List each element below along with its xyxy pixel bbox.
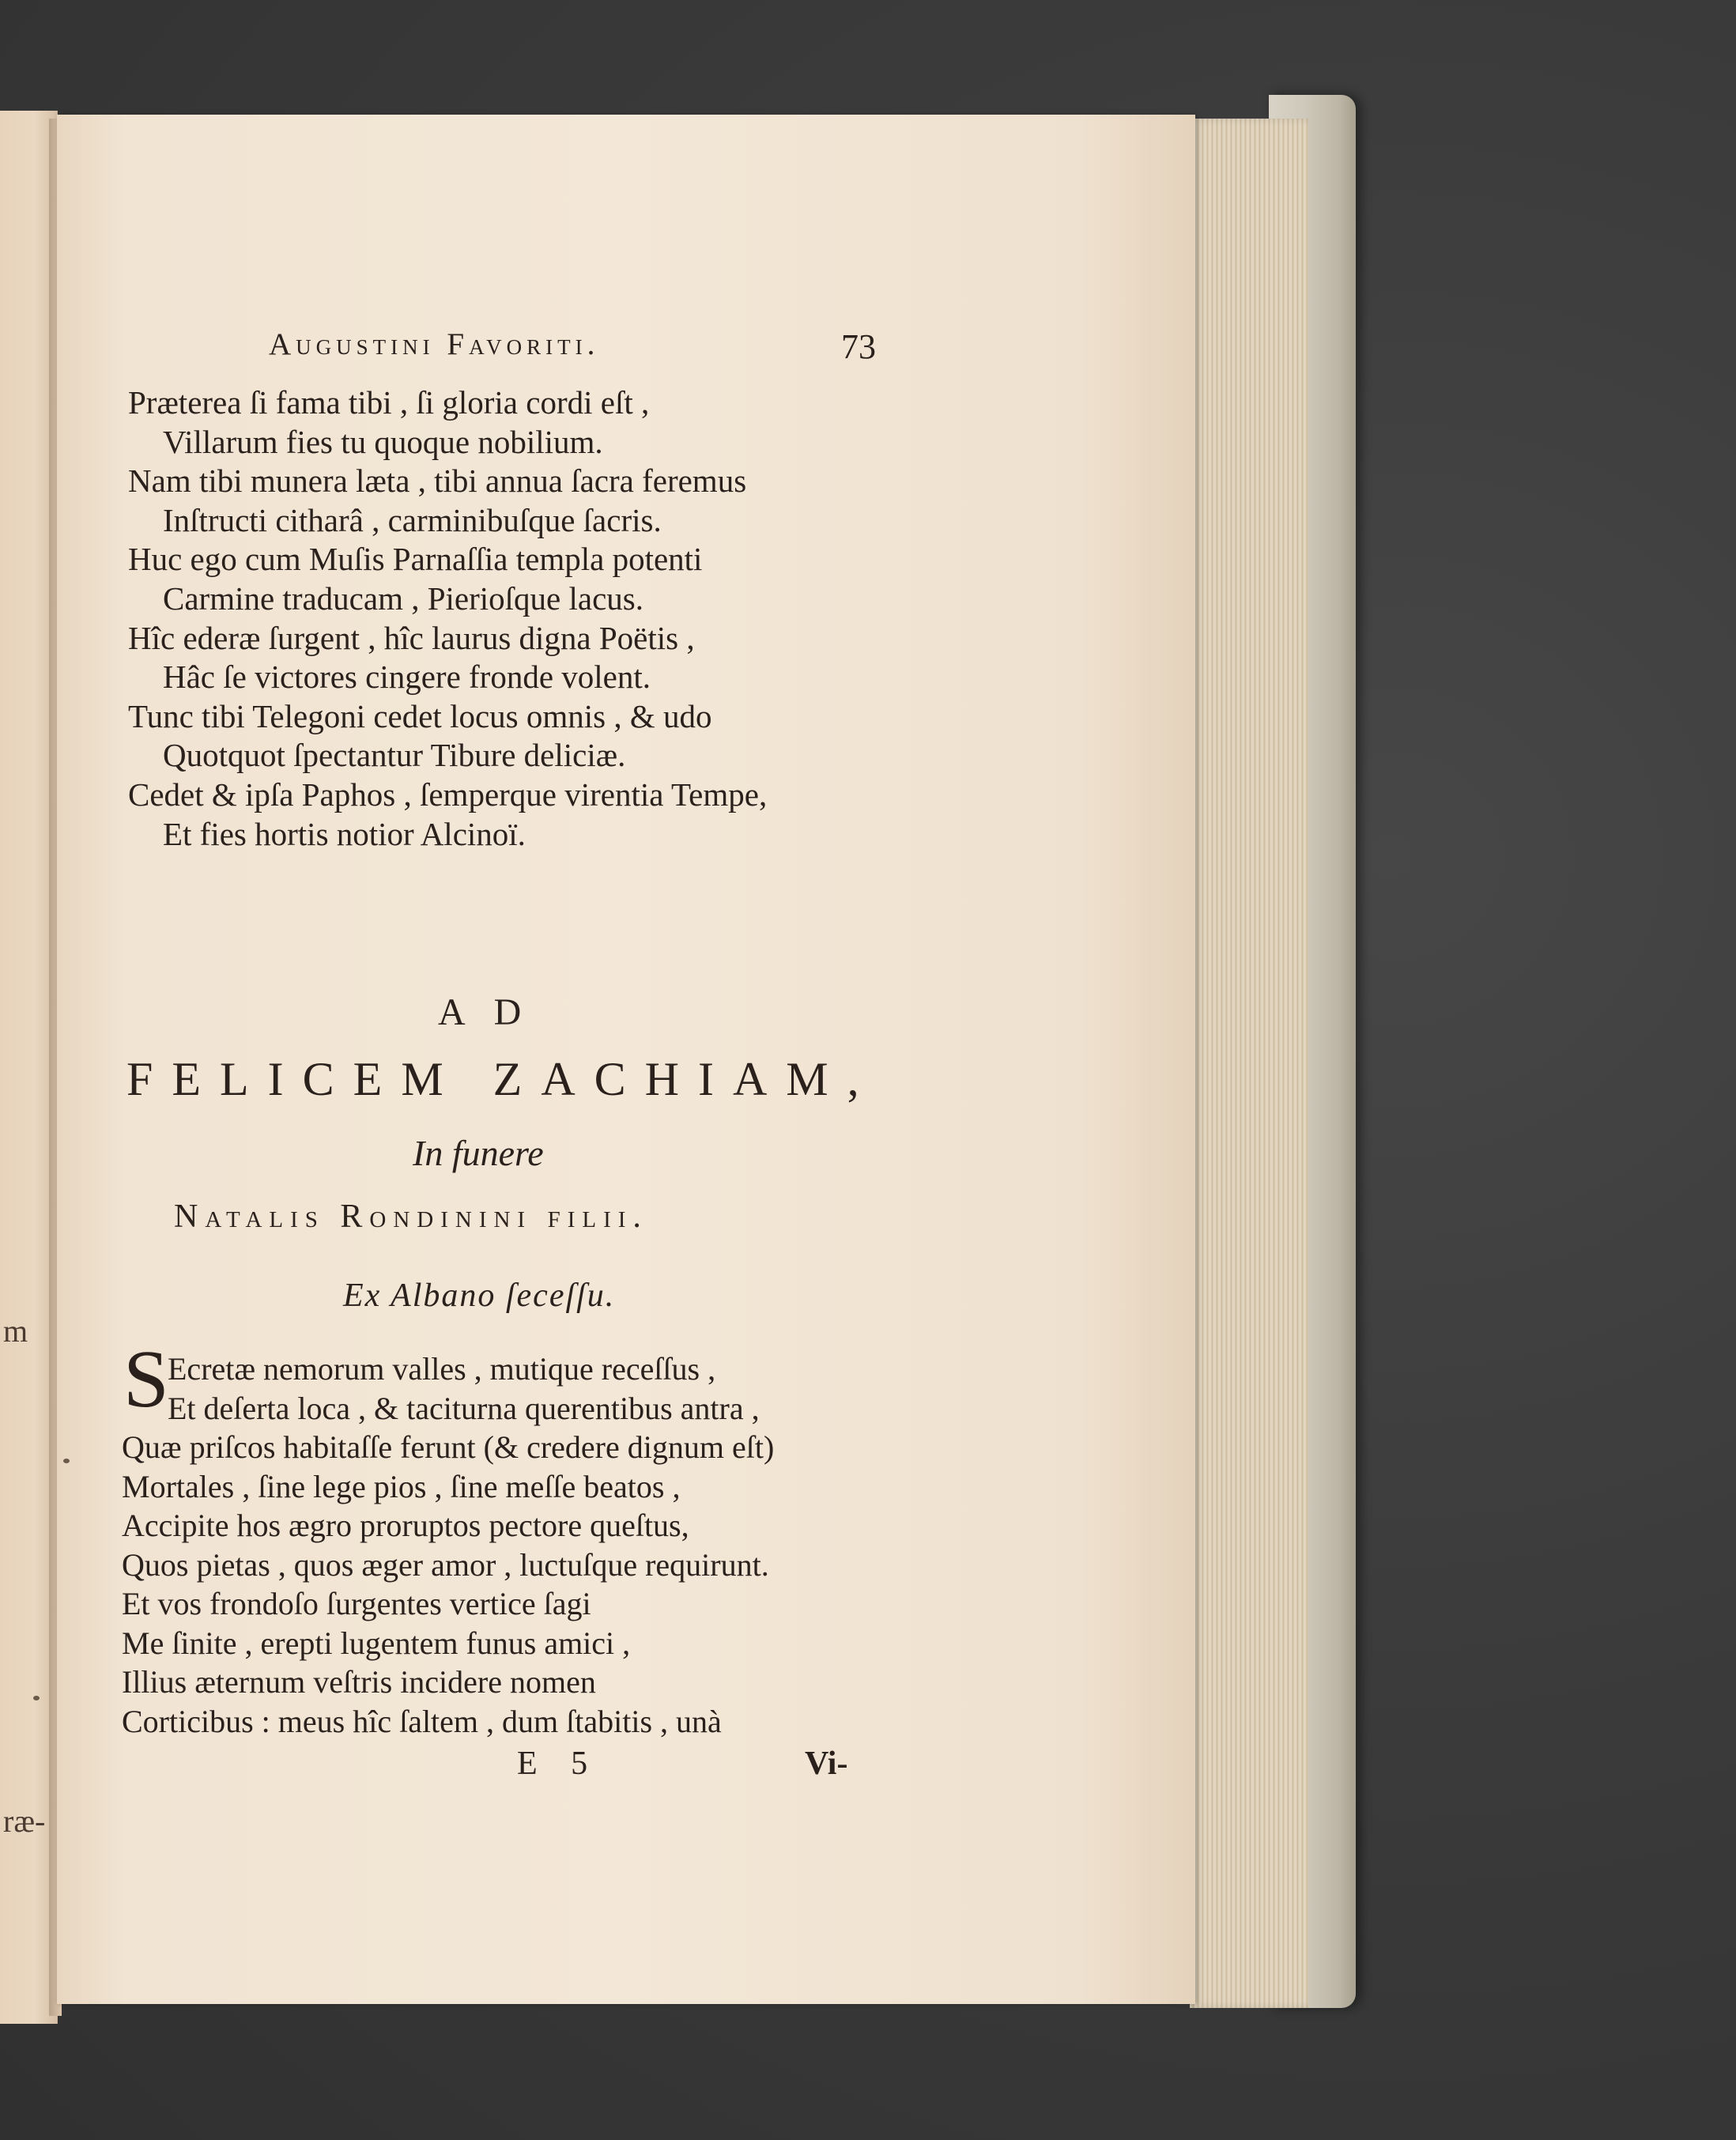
left-page-fragment: ræ- bbox=[3, 1803, 46, 1839]
page-text bbox=[57, 115, 1195, 2004]
poem-line: Accipite hos ægro proruptos pectore queſtus, bbox=[122, 1508, 689, 1543]
poem-line: Illius æternum veſtris incidere nomen bbox=[122, 1664, 596, 1700]
poem-line: Quæ priſcos habitaſſe ferunt (& credere dignum eſt) bbox=[122, 1429, 775, 1465]
poem-line: Quos pietas , quos æger amor , luctuſque requirunt. bbox=[122, 1546, 769, 1583]
verse-block bbox=[128, 383, 1077, 854]
running-head: Augustini Favoriti. bbox=[269, 327, 600, 361]
poem-line: Et vos frondoſo ſurgentes vertice ſagi bbox=[122, 1586, 591, 1621]
verse-line: Hîc ederæ ſurgent , hîc laurus digna Poëtis , bbox=[128, 619, 695, 656]
book-page bbox=[57, 115, 1195, 2004]
poem-line: Me ſinite , erepti lugentem funus amici , bbox=[122, 1625, 631, 1661]
verse-line: Et fies hortis notior Alcinoï. bbox=[163, 815, 526, 852]
heading-ad: AD bbox=[438, 991, 550, 1033]
poem-block bbox=[122, 1349, 1070, 1741]
verse-line: Inſtructi citharâ , carminibuſque ſacris. bbox=[163, 501, 662, 538]
left-page-fragment: m bbox=[3, 1313, 28, 1349]
poem-line: Mortales , ſine lege pios , ſine meſſe beatos , bbox=[122, 1468, 681, 1504]
ink-speck bbox=[63, 1459, 70, 1463]
heading-in-funere: In funere bbox=[413, 1133, 544, 1173]
verse-line: Huc ego cum Muſis Parnaſſia templa potenti bbox=[128, 541, 703, 578]
catchword: Vi- bbox=[805, 1746, 848, 1782]
page-fore-edge bbox=[1190, 119, 1308, 2008]
poem-line: Corticibus : meus hîc ſaltem , dum ſtabitis , unà bbox=[122, 1703, 722, 1739]
verse-line: Carmine traducam , Pierioſque lacus. bbox=[163, 579, 643, 617]
poem-line: Ecretæ nemorum valles , mutique receſſus , bbox=[168, 1351, 716, 1387]
page-number: 73 bbox=[841, 327, 876, 366]
verse-line: Cedet & ipſa Paphos , ſemperque virentia Tempe, bbox=[128, 776, 768, 813]
verse-line: Præterea ſi fama tibi , ſi gloria cordi eſt , bbox=[128, 384, 650, 421]
poem-line: Et deſerta loca , & taciturna querentibus antra , bbox=[168, 1390, 760, 1426]
heading-felicem-zachiam: FELICEM ZACHIAM, bbox=[126, 1053, 878, 1105]
ink-speck bbox=[33, 1696, 40, 1700]
heading-natalis: Natalis Rondinini filii. bbox=[174, 1198, 648, 1235]
signature-mark: E 5 bbox=[517, 1746, 601, 1782]
heading-ex-albano: Ex Albano ſeceſſu. bbox=[343, 1278, 616, 1314]
verse-line: Nam tibi munera læta , tibi annua ſacra feremus bbox=[128, 462, 747, 500]
verse-line: Tunc tibi Telegoni cedet locus omnis , & udo bbox=[128, 697, 712, 734]
drop-cap: S bbox=[123, 1334, 169, 1425]
verse-line: Villarum fies tu quoque nobilium. bbox=[163, 423, 603, 460]
verse-line: Hâc ſe victores cingere fronde volent. bbox=[163, 659, 651, 696]
verse-line: Quotquot ſpectantur Tibure deliciæ. bbox=[163, 737, 626, 774]
